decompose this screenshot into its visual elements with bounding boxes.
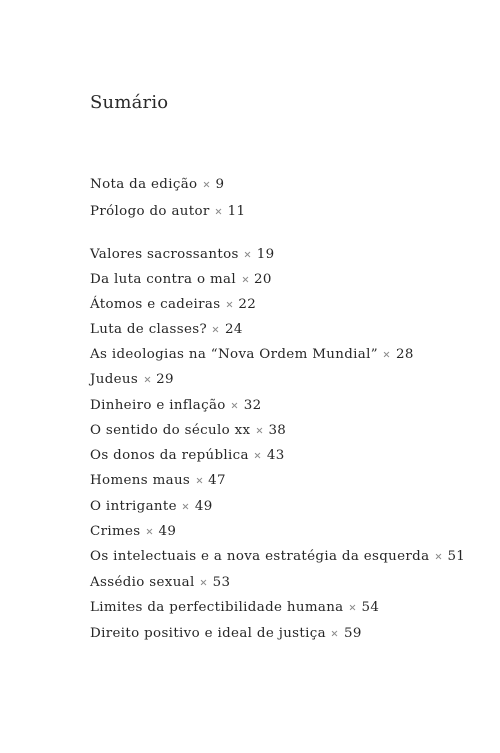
toc-entry: [90, 625, 362, 643]
toc-entry-title: O intrigante: [90, 499, 177, 514]
page-title: Sumário: [90, 92, 169, 113]
toc-entry: [90, 574, 230, 592]
toc-entry-page: 49: [158, 524, 177, 539]
separator-icon: [147, 528, 153, 534]
toc-entry-page: 43: [266, 448, 285, 463]
separator-icon: [232, 402, 238, 408]
toc-entry: [90, 371, 174, 389]
separator-icon: [332, 630, 338, 636]
toc-entry: [90, 548, 465, 566]
toc-entry-page: 49: [194, 499, 213, 514]
toc-entry-title: Os intelectuais e a nova estratégia da esquerda: [90, 549, 430, 564]
toc-entry: [90, 271, 272, 289]
toc-entry-title: As ideologias na “Nova Ordem Mundial”: [90, 347, 378, 362]
separator-icon: [226, 301, 232, 307]
toc-entry-page: 53: [212, 575, 231, 590]
separator-icon: [435, 553, 441, 559]
toc-entry-page: 51: [447, 549, 466, 564]
toc-entry: [90, 599, 379, 617]
toc-entry: [90, 447, 285, 465]
toc-entry-page: 54: [361, 600, 380, 615]
toc-entry-page: 22: [238, 297, 257, 312]
toc-entry-title: O sentido do século xx: [90, 423, 251, 438]
separator-icon: [216, 208, 222, 214]
toc-entry-page: 20: [254, 272, 272, 287]
toc-entry: [90, 346, 414, 364]
separator-icon: [196, 477, 202, 483]
toc-entry-page: 28: [395, 347, 414, 362]
toc-entry-title: Os donos da república: [90, 448, 249, 463]
separator-icon: [255, 452, 261, 458]
separator-icon: [201, 579, 207, 585]
separator-icon: [203, 181, 209, 187]
separator-icon: [242, 276, 248, 282]
toc-entry-page: 24: [224, 322, 243, 337]
toc-entry-title: Assédio sexual: [90, 575, 195, 590]
toc-entry-title: Homens maus: [90, 473, 191, 488]
separator-icon: [256, 427, 262, 433]
toc-entry-title: Da luta contra o mal: [90, 272, 236, 287]
separator-icon: [183, 503, 189, 509]
toc-entry-title: Limites da perfectibilidade humana: [90, 600, 344, 615]
toc-entry: [90, 246, 274, 264]
separator-icon: [384, 351, 390, 357]
toc-entry: [90, 397, 261, 415]
toc-entry-title: Luta de classes?: [90, 322, 207, 337]
toc-entry-title: Judeus: [90, 372, 139, 387]
toc-entry: [90, 523, 176, 541]
toc-entry: [90, 422, 286, 440]
toc-entry-title: Nota da edição: [90, 177, 198, 192]
toc-entry-title: Átomos e cadeiras: [90, 297, 221, 312]
toc-entry: [90, 296, 256, 314]
separator-icon: [144, 376, 150, 382]
toc-entry-page: 19: [256, 247, 275, 262]
separator-icon: [213, 326, 219, 332]
toc-entry-page: 32: [243, 398, 262, 413]
toc-entry-page: 29: [156, 372, 174, 387]
toc-entry-title: Valores sacrossantos: [90, 247, 239, 262]
toc-entry: [90, 498, 213, 516]
toc-entry-page: 59: [343, 626, 362, 641]
toc-entry-title: Crimes: [90, 524, 141, 539]
toc-entry: [90, 203, 245, 221]
toc-entry-page: 47: [208, 473, 226, 488]
toc-entry-title: Dinheiro e inflação: [90, 398, 226, 413]
toc-entry: [90, 176, 224, 194]
separator-icon: [350, 604, 356, 610]
toc-entry: [90, 321, 243, 339]
toc-entry-page: 38: [268, 423, 287, 438]
toc-entry-title: Prólogo do autor: [90, 204, 210, 219]
toc-entry-title: Direito positivo e ideal de justiça: [90, 626, 326, 641]
toc-entry-page: 11: [227, 204, 246, 219]
toc-entry-page: 9: [215, 177, 225, 192]
separator-icon: [245, 251, 251, 257]
toc-entry: [90, 472, 226, 490]
